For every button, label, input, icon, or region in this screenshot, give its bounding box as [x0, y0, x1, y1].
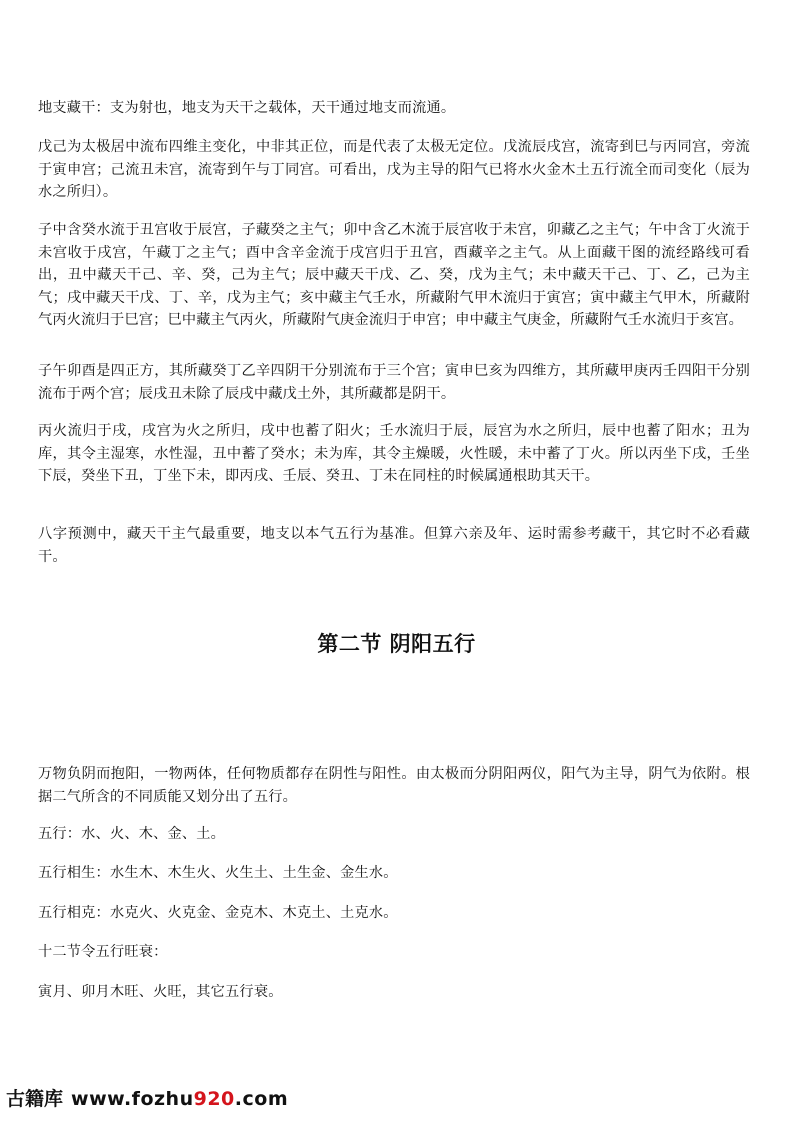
footer-watermark	[6, 1086, 288, 1112]
paragraph-binghuo: 丙火流归于戌，戌宫为火之所归，戌中也蓄了阳火；壬水流归于辰，辰宫为水之所归，辰中也蓄了阳水；丑为库，其令主湿寒，水性湿，丑中蓄了癸水；未为库，其令主燥暖，火性暖，未中蓄了丁火。所以丙坐下戌，壬坐下辰，癸坐下丑，丁坐下未，即丙戌、壬辰、癸丑、丁未在同柱的时候属通根助其天干。	[38, 423, 750, 484]
footer-url[interactable]	[71, 1088, 288, 1110]
footer-site-name: 古籍库	[6, 1088, 64, 1110]
footer-url-number: 920	[193, 1088, 235, 1110]
paragraph-yinyue-maoyue: 寅月、卯月木旺、火旺，其它五行衰。	[38, 984, 283, 1000]
paragraph-dizhi-canggan: 地支藏干：支为射也，地支为天干之载体，天干通过地支而流通。	[38, 100, 456, 116]
footer-url-prefix: www.fozhu	[71, 1088, 194, 1110]
paragraph-wuji: 戊己为太极居中流布四维主变化，中非其正位，而是代表了太极无定位。戊流辰戌宫，流寄到巳与丙同宫，旁流于寅申宫；己流丑未宫，流寄到午与丁同宫。可看出，戊为主导的阳气已将水火金木土五行流全而司变化（辰为水之所归）。	[38, 139, 750, 200]
paragraph-ziwu-maoyou: 子午卯酉是四正方，其所藏癸丁乙辛四阴干分别流布于三个宫；寅申巳亥为四维方，其所藏甲庚丙壬四阳干分别流布于两个宫；辰戌丑未除了辰戌中藏戊土外，其所藏都是阴干。	[38, 363, 750, 402]
section-heading: 第二节 阴阳五行	[317, 632, 476, 656]
paragraph-wanwu: 万物负阴而抱阳，一物两体，任何物质都存在阴性与阳性。由太极而分阴阳两仪，阳气为主导，阴气为依附。根据二气所含的不同质能又划分出了五行。	[38, 766, 750, 805]
paragraph-bazi-yuce: 八字预测中，藏天干主气最重要，地支以本气五行为基准。但算六亲及年、运时需参考藏干，其它时不必看藏干。	[38, 526, 750, 565]
paragraph-zi-zhong: 子中含癸水流于丑宫收于辰宫，子藏癸之主气；卯中含乙木流于辰宫收于未宫，卯藏乙之主气；午中含丁火流于未宫收于戌宫，午藏丁之主气；酉中含辛金流于戌宫归于丑宫，酉藏辛之主气。从上面藏干图的流经路线可看出，丑中藏天干己、辛、癸，己为主气；辰中藏天干戊、乙、癸，戊为主气；未中藏天干己、丁、乙，己为主气；戌中藏天干戊、丁、辛，戊为主气；亥中藏主气壬水，所藏附气甲木流归于寅宫；寅中藏主气甲木，所藏附气丙火流归于巳宫；巳中藏主气丙火，所藏附气庚金流归于申宫；申中藏主气庚金，所藏附气壬水流归于亥宫。	[38, 222, 750, 328]
paragraph-wuxing-xiangke: 五行相克：水克火、火克金、金克木、木克土、土克水。	[38, 905, 398, 921]
paragraph-jieling-wangshuai: 十二节令五行旺衰：	[38, 944, 168, 960]
paragraph-wuxing-xiangsheng: 五行相生：水生木、木生火、火生土、土生金、金生水。	[38, 865, 398, 881]
footer-url-suffix: .com	[234, 1088, 289, 1110]
paragraph-wuxing: 五行：水、火、木、金、土。	[38, 826, 226, 842]
